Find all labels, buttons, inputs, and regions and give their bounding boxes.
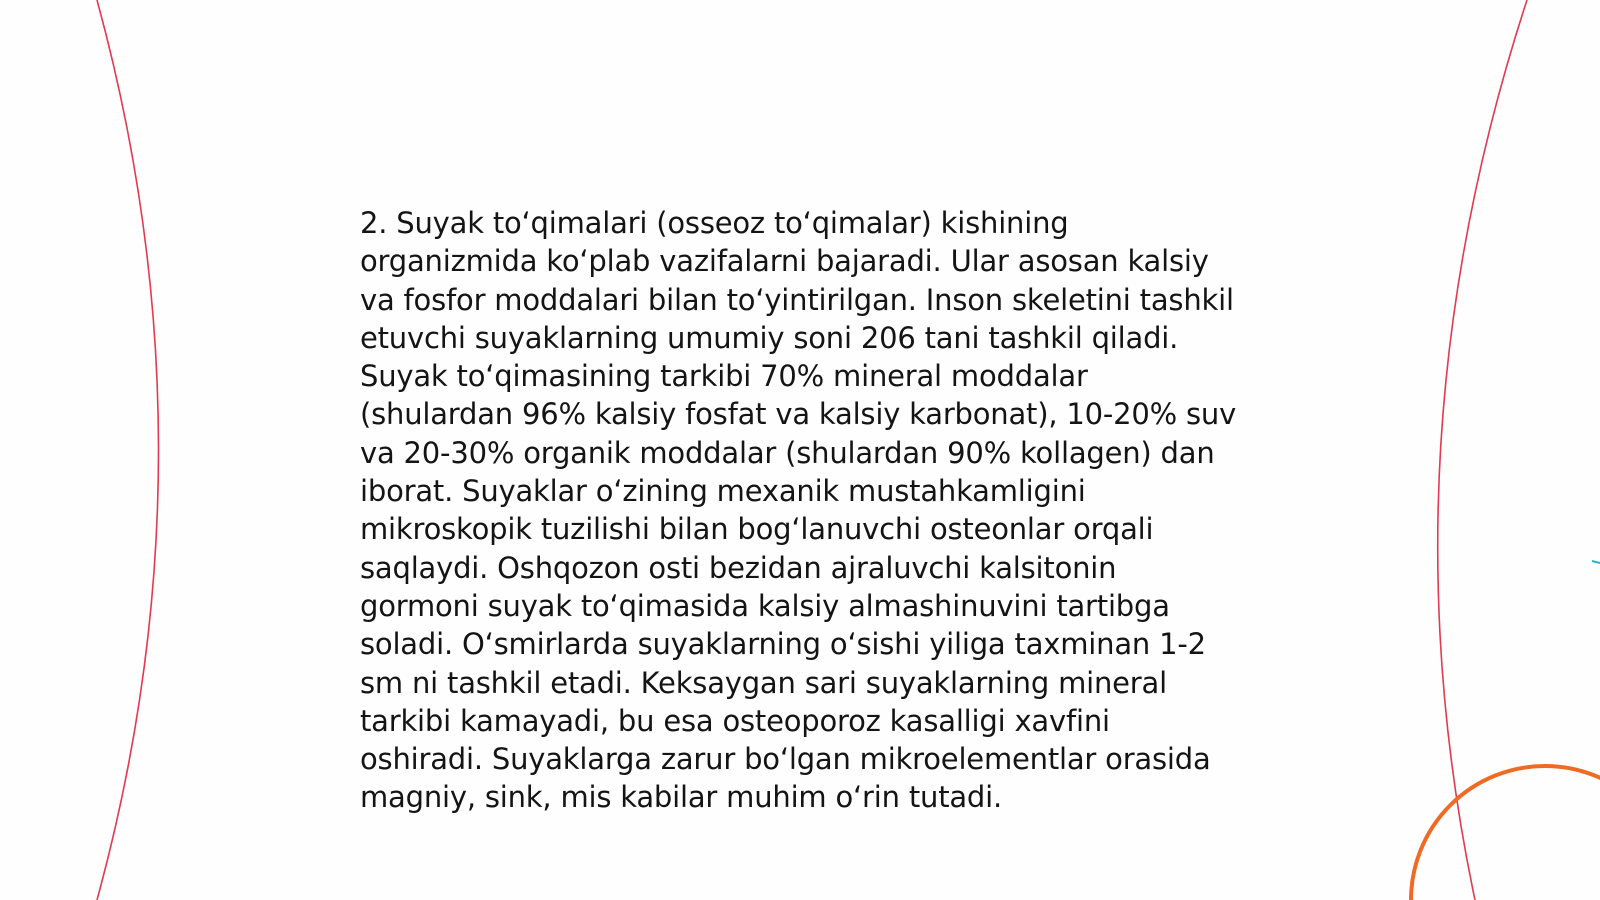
right-arc-line (1438, 0, 1527, 900)
teal-accent-mark (1592, 561, 1600, 563)
slide-paragraph: 2. Suyak to‘qimalari (osseoz to‘qimalar) kishining organizmida ko‘plab vazifalarni bajaradi. Ular asosan kalsiy va fosfor moddalari bilan to‘yintirilgan. Inson skeletini tashkil etuvchi suyaklarning umumiy soni 206 tani tashkil qiladi. Suyak to‘qimasining tarkibi 70% mineral moddalar (shulardan 96% kalsiy fosfat va kalsiy karbonat), 10-20% suv va 20-30% organik moddalar (shulardan 90% kollagen) dan iborat. Suyaklar o‘zining mexanik mustahkamligini mikroskopik tuzilishi bilan bog‘lanuvchi osteonlar orqali saqlaydi. Oshqozon osti bezidan ajraluvchi kalsitonin gormoni suyak to‘qimasida kalsiy almashinuvini tartibga soladi. O‘smirlarda suyaklarning o‘sishi yiliga taxminan 1-2 sm ni tashkil etadi. Keksaygan sari suyaklarning mineral tarkibi kamayadi, bu esa osteoporoz kasalligi xavfini oshiradi. Suyaklarga zarur bo‘lgan mikroelementlar orasida magniy, sink, mis kabilar muhim o‘rin tutadi. (360, 206, 1237, 815)
left-arc-line (97, 0, 159, 900)
orange-ring (1411, 766, 1600, 900)
